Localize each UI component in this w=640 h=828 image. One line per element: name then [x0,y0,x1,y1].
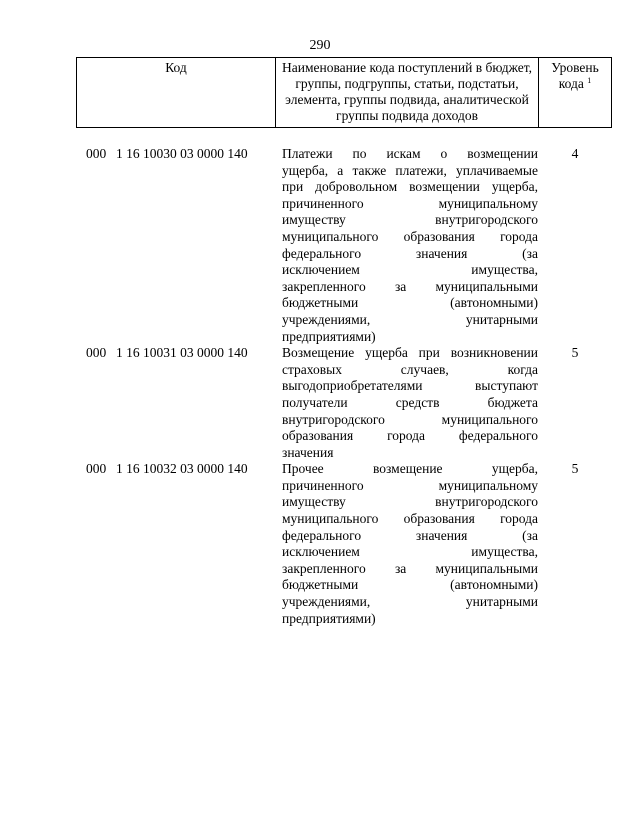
name-line: закрепленного за муниципальными [282,278,538,294]
name-line: исключением имущества, [282,544,538,560]
row-income-name [282,146,538,345]
name-line: Прочее возмещение ущерба, [282,461,538,477]
name-line: получатели средств бюджета [282,394,538,410]
table-row [76,146,612,345]
name-line: Платежи по искам о возмещении [282,146,538,161]
name-line: закрепленного за муниципальными [282,560,538,576]
name-line: причиненного муниципальному [282,195,538,211]
header-level [539,58,611,127]
row-admin-code: 000 [86,345,107,361]
name-line: образования города федерального [282,428,538,444]
name-line: Возмещение ущерба при возникновении [282,345,538,361]
name-line: ущерба, а также платежи, уплачиваемые [282,162,538,178]
name-line: имуществу внутригородского [282,212,538,228]
row-income-code: 1 16 10031 03 0000 140 [116,345,248,361]
row-income-name [282,345,538,461]
name-line: при добровольном возмещении ущерба, [282,179,538,195]
name-line: имуществу внутригородского [282,494,538,510]
row-admin-code: 000 [86,461,107,477]
name-line: выгодоприобретателями выступают [282,378,538,394]
header-name: Наименование кода поступлений в бюджет, группы, подгруппы, статьи, подстатьи, элемента, группы подвида, аналитической группы подвида доходов [276,58,539,127]
row-level: 4 [571,146,579,161]
row-income-name [282,461,538,627]
table-row [76,461,612,627]
name-line: бюджетными (автономными) [282,577,538,593]
table-row [76,345,612,461]
name-line: учреждениями, унитарными [282,311,538,327]
name-line: исключением имущества, [282,262,538,278]
row-level: 5 [571,461,579,477]
header-code: Код [77,58,276,127]
name-line: федерального значения (за [282,245,538,261]
row-income-code: 1 16 10032 03 0000 140 [116,461,248,477]
name-line: муниципального образования города [282,511,538,527]
name-line: внутригородского муниципального [282,411,538,427]
name-line: бюджетными (автономными) [282,295,538,311]
table-header [76,57,612,128]
page-number: 290 [309,38,331,53]
table-body [76,146,612,627]
name-line: страховых случаев, когда [282,361,538,377]
name-line: учреждениями, унитарными [282,594,538,610]
name-line: предприятиями) [282,328,376,344]
name-line: предприятиями) [282,610,376,626]
name-line: муниципального образования города [282,228,538,244]
name-line: причиненного муниципальному [282,477,538,493]
row-level: 5 [571,345,579,361]
row-income-code: 1 16 10030 03 0000 140 [116,146,248,161]
name-line: федерального значения (за [282,527,538,543]
header-level-label: Уровень кода [551,60,599,91]
row-admin-code: 000 [86,146,107,161]
header-level-footnote: 1 [587,76,592,85]
name-line: значения [282,444,334,460]
